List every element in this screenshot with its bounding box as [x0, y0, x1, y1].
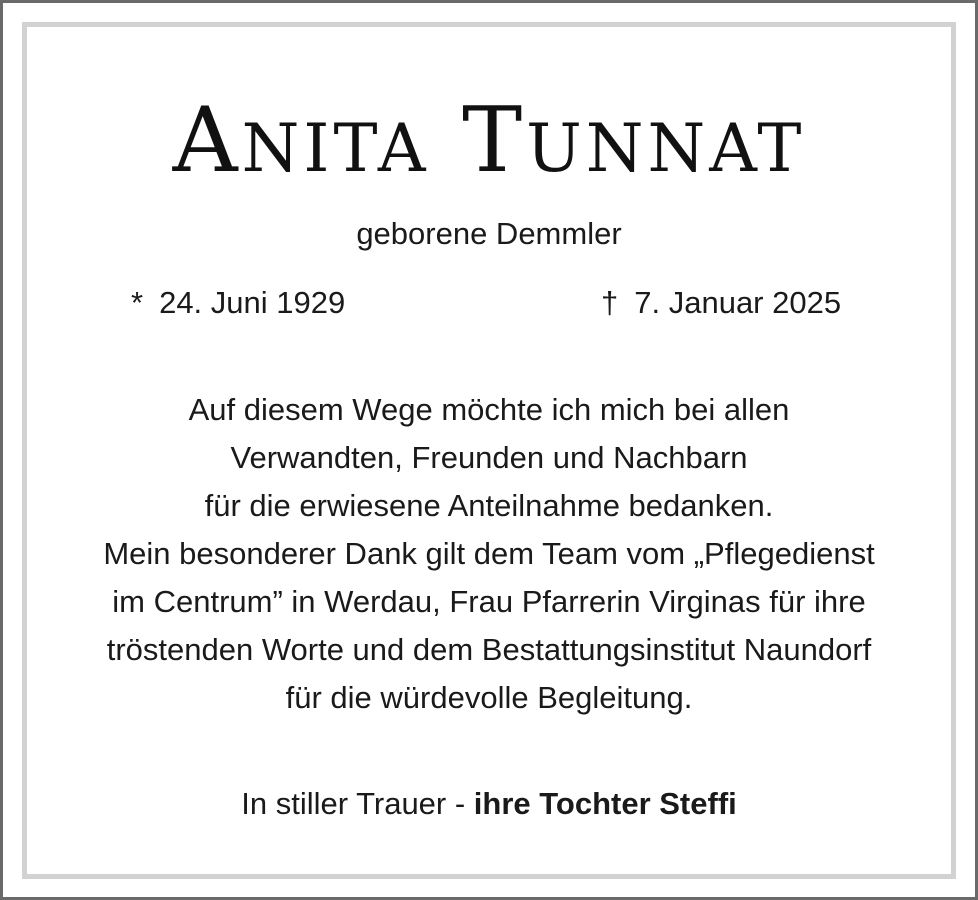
last-name-initial: T — [462, 88, 527, 193]
signature: ihre Tochter Steffi — [473, 786, 737, 821]
last-name-rest: UNNAT — [526, 110, 806, 187]
birth-star-icon: * — [131, 285, 144, 320]
death-cross-icon: † — [601, 285, 619, 320]
first-name-rest: NITA — [241, 110, 430, 187]
message-line: Auf diesem Wege möchte ich mich bei allen — [188, 392, 790, 427]
birth-date — [131, 283, 345, 323]
maiden-name: geborene Demmler — [356, 216, 622, 251]
death-date-text: 7. Januar 2025 — [634, 285, 842, 320]
message-line: Verwandten, Freunden und Nachbarn — [230, 440, 748, 475]
death-date — [601, 283, 841, 323]
closing-line — [3, 784, 975, 824]
message-line: Mein besonderer Dank gilt dem Team vom „Pflegedienst — [103, 536, 875, 571]
message-line: für die erwiesene Anteilnahme bedanken. — [204, 488, 774, 523]
message-line: im Centrum” in Werdau, Frau Pfarrerin Virginas für ihre — [112, 584, 866, 619]
deceased-name — [3, 88, 975, 199]
birth-date-text: 24. Juni 1929 — [159, 285, 346, 320]
message-line: für die würdevolle Begleitung. — [285, 680, 693, 715]
thank-you-message — [43, 386, 935, 722]
first-name-initial: A — [172, 88, 242, 193]
closing-prefix: In stiller Trauer - — [241, 786, 474, 821]
message-line: tröstenden Worte und dem Bestattungsinstitut Naundorf — [106, 632, 872, 667]
